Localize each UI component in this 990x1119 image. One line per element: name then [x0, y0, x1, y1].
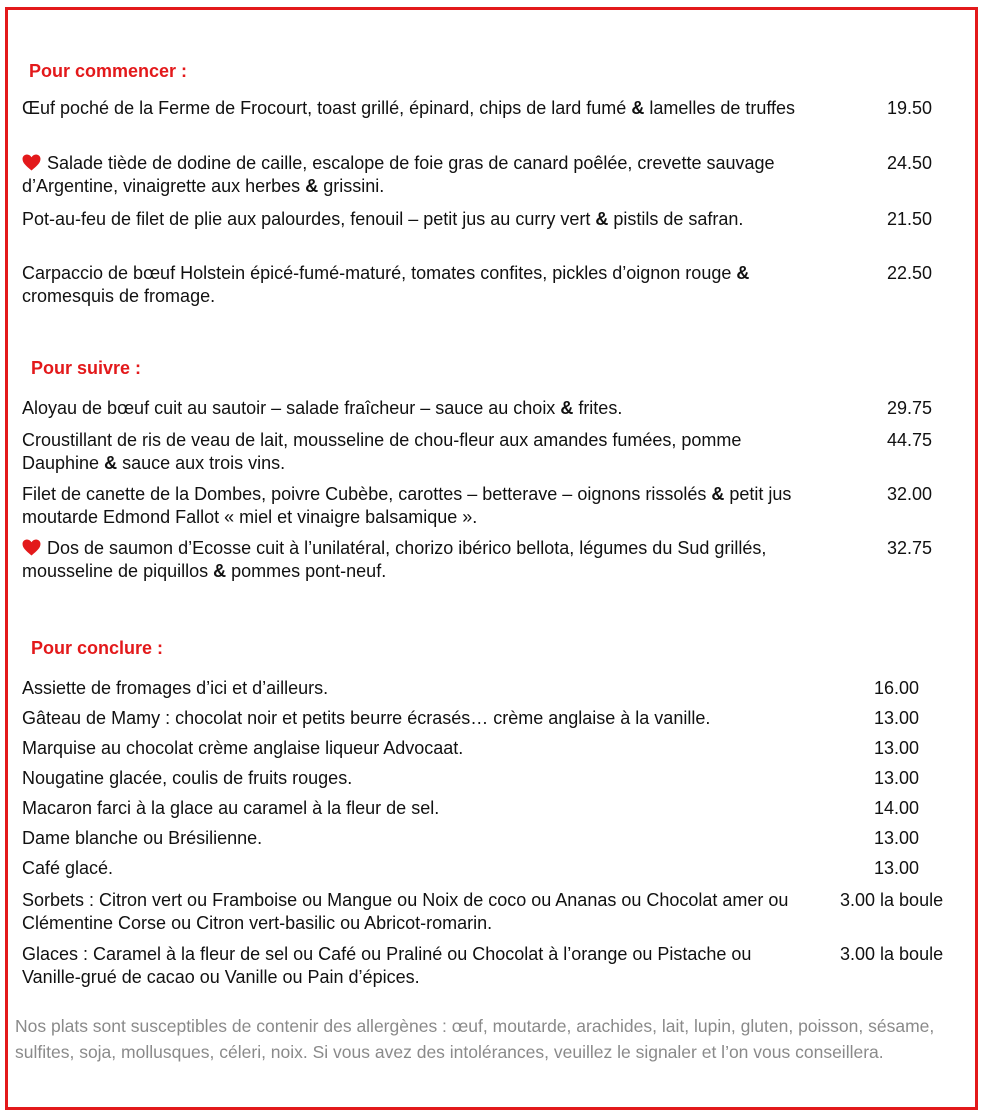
description-text: Œuf poché de la Ferme de Frocourt, toast grillé, épinard, chips de lard fumé: [22, 98, 632, 118]
description-text: Croustillant de ris de veau de lait, mousseline de chou-fleur aux amandes fumées, pomme Dauphine: [22, 430, 742, 473]
menu-item-price: 24.50: [887, 153, 933, 173]
menu-item-price: 32.00: [887, 484, 933, 504]
menu-item-description: [22, 208, 792, 231]
description-text: petit jus moutarde Edmond Fallot « miel et vinaigre balsamique ».: [22, 484, 792, 527]
heart-icon: [22, 154, 41, 171]
ampersand: &: [711, 484, 725, 504]
menu-item-description: [22, 429, 822, 475]
section-title: Pour commencer :: [29, 61, 188, 81]
menu-item: [22, 208, 962, 258]
menu-item-price: 21.50: [887, 209, 933, 229]
menu-item-description: [22, 737, 862, 760]
description-text: Marquise au chocolat crème anglaise liqueur Advocaat.: [22, 738, 464, 758]
menu-item-description: [22, 767, 862, 790]
menu-item-description: [22, 483, 832, 529]
menu-item: [22, 537, 962, 587]
menu-item-description: [22, 152, 822, 198]
description-text: Dame blanche ou Brésilienne.: [22, 828, 263, 848]
ampersand: &: [305, 176, 319, 196]
menu-item-price: 29.75: [887, 398, 933, 418]
menu-item-description: [22, 827, 862, 850]
menu-item-description: [22, 97, 842, 120]
menu-item-price: 44.75: [887, 430, 933, 450]
description-text: Carpaccio de bœuf Holstein épicé-fumé-maturé, tomates confites, pickles d’oignon rouge: [22, 263, 737, 283]
ampersand: &: [595, 209, 609, 229]
menu-item: [22, 429, 962, 479]
description-text: grissini.: [318, 176, 385, 196]
ampersand: &: [736, 263, 750, 283]
description-text: Filet de canette de la Dombes, poivre Cubèbe, carottes – betterave – oignons rissolés: [22, 484, 712, 504]
description-text: Dos de saumon d’Ecosse cuit à l’unilatéral, chorizo ibérico bellota, légumes du Sud grillés, mousseline de piquillos: [22, 538, 767, 581]
menu-item: [22, 943, 962, 993]
menu-item-description: [22, 262, 837, 308]
description-text: pistils de safran.: [608, 209, 744, 229]
allergen-notice: Nos plats sont susceptibles de contenir des allergènes : œuf, moutarde, arachides, lait, lupin, gluten, poisson, sésame, sulfites, soja, mollusques, céleri, noix. Si vous avez des intolérances, veuillez le signaler et l’on vous conseillera.: [15, 1016, 935, 1062]
menu-item: [22, 483, 962, 533]
description-text: Assiette de fromages d’ici et d’ailleurs.: [22, 678, 329, 698]
menu-item-description: [22, 537, 812, 583]
description-text: pommes pont-neuf.: [226, 561, 387, 581]
description-text: Sorbets : Citron vert ou Framboise ou Mangue ou Noix de coco ou Ananas ou Chocolat amer ou Clémentine Corse ou Citron vert-basilic ou Abricot-romarin.: [22, 890, 789, 933]
section-title: Pour conclure :: [31, 638, 164, 658]
menu-item-price: 14.00: [874, 798, 920, 818]
menu-item-price: 3.00 la boule: [840, 890, 944, 910]
section-title: Pour suivre :: [31, 358, 142, 378]
description-text: Salade tiède de dodine de caille, escalope de foie gras de canard poêlée, crevette sauvage d’Argentine, vinaigrette aux herbes: [22, 153, 775, 196]
menu-item-description: [22, 889, 812, 935]
description-text: Café glacé.: [22, 858, 114, 878]
menu-item-description: [22, 857, 862, 880]
description-text: Glaces : Caramel à la fleur de sel ou Café ou Praliné ou Chocolat à l’orange ou Pistache ou Vanille-grué de cacao ou Vanille ou Pain d’épices.: [22, 944, 752, 987]
ampersand: &: [560, 398, 574, 418]
ampersand: &: [213, 561, 227, 581]
menu-item-price: 13.00: [874, 858, 920, 878]
ampersand: &: [104, 453, 118, 473]
menu-item-price: 13.00: [874, 708, 920, 728]
menu-item-price: 32.75: [887, 538, 933, 558]
description-text: Macaron farci à la glace au caramel à la fleur de sel.: [22, 798, 440, 818]
description-text: Pot-au-feu de filet de plie aux palourdes, fenouil – petit jus au curry vert: [22, 209, 596, 229]
menu-item-description: [22, 943, 812, 989]
menu-item-price: 19.50: [887, 98, 933, 118]
menu-item-price: 22.50: [887, 263, 933, 283]
description-text: cromesquis de fromage.: [22, 286, 216, 306]
menu-item-price: 16.00: [874, 678, 920, 698]
menu-item-description: [22, 797, 862, 820]
menu-item: [22, 152, 962, 202]
description-text: Nougatine glacée, coulis de fruits rouges.: [22, 768, 353, 788]
menu-item: [22, 262, 962, 312]
ampersand: &: [631, 98, 645, 118]
heart-icon: [22, 539, 41, 556]
description-text: Gâteau de Mamy : chocolat noir et petits beurre écrasés… crème anglaise à la vanille.: [22, 708, 711, 728]
menu-item-price: 13.00: [874, 738, 920, 758]
menu-item-price: 13.00: [874, 828, 920, 848]
menu-item-price: 3.00 la boule: [840, 944, 944, 964]
menu-item-price: 13.00: [874, 768, 920, 788]
description-text: lamelles de truffes: [644, 98, 796, 118]
menu-item: [22, 889, 962, 939]
description-text: sauce aux trois vins.: [117, 453, 286, 473]
menu-item: [22, 97, 962, 147]
menu-item-description: [22, 397, 842, 420]
description-text: Aloyau de bœuf cuit au sautoir – salade fraîcheur – sauce au choix: [22, 398, 561, 418]
description-text: frites.: [573, 398, 623, 418]
menu-item-description: [22, 677, 862, 700]
menu-item-description: [22, 707, 862, 730]
